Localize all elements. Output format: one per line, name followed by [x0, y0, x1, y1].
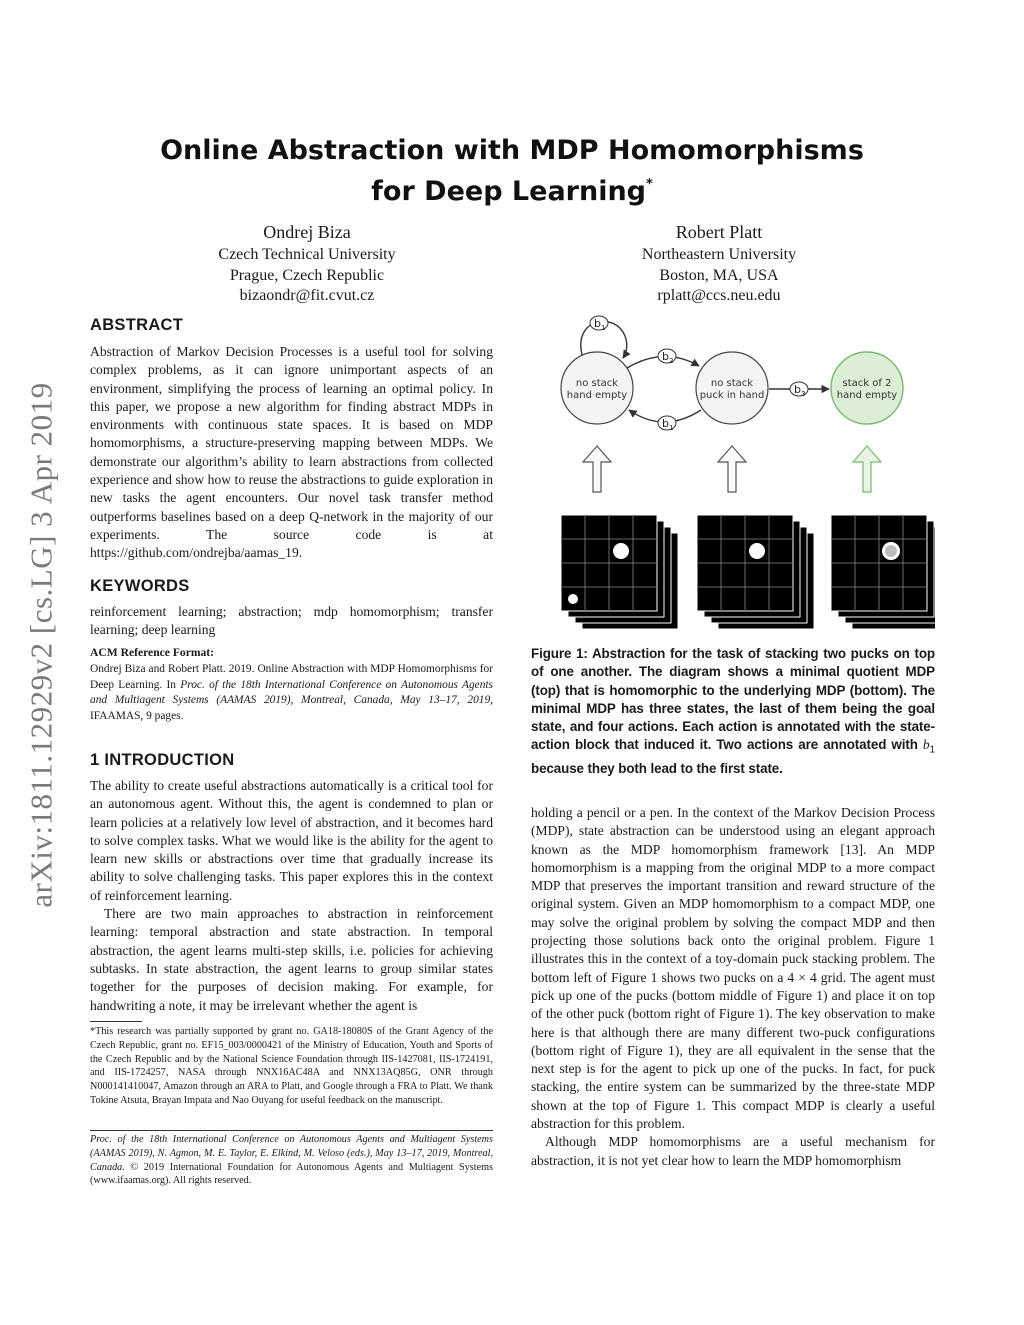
- footnote-rule: [90, 1021, 142, 1022]
- puck: [613, 543, 629, 559]
- puck: [568, 594, 578, 604]
- caption-pre: Figure 1: Abstraction for the task of stacking two pucks on top of one another. The diagram shows a minimal quotient MDP (top) that is homomorphic to the underlying MDP (bottom). The minimal MDP has three states, the last of them being the goal state, and four actions. Each action is annotated with the state-action block that induced it. Two actions are annotated with: [531, 646, 935, 753]
- up-arrow-1: [583, 446, 611, 492]
- introduction-paragraph-2: There are two main approaches to abstraction in reinforcement learning: temporal abstraction and state abstraction. In temporal abstraction, the agent learns multi-step skills, i.e. policies for achieving subtasks. In state abstraction, the agent learns to group similar states together for the purposes of decision making. For example, for handwriting a note, it may be irrelevant whether the agent is: [90, 906, 493, 1013]
- caption-math-sub: 1: [929, 745, 935, 757]
- proceedings-rule: [90, 1130, 493, 1131]
- title-line-2: [150, 168, 874, 209]
- state-1-line-1: no stack: [575, 378, 619, 389]
- arxiv-stamp: [12, 360, 72, 930]
- acm-reference-text: [90, 662, 493, 724]
- abstract-heading: ABSTRACT: [90, 316, 184, 334]
- label-b3: $b_3$: [794, 383, 806, 398]
- state-2-line-1: no stack: [710, 378, 754, 389]
- right-column-body: [531, 804, 935, 1170]
- state-3-line-1: stack of 2: [842, 378, 892, 389]
- footnote: [90, 1025, 493, 1108]
- figure-caption-text: [531, 645, 935, 779]
- keywords-text: reinforcement learning; abstraction; mdp homomorphism; transfer learning; deep learning: [90, 604, 493, 638]
- label-b1-back: $b_1$: [662, 417, 674, 432]
- right-paragraph-1: holding a pencil or a pen. In the context of the Markov Decision Process (MDP), state abstraction can be understood using an elegant approach known as the MDP homomorphism framework [13]. An MDP homomorphism is a mapping from the original MDP to a more compact MDP that preserves the important transition and reward structure of the original system. Given an MDP homomorphism to a compact MDP, one may solve the original problem by solving the compact MDP and then projecting those solutions back onto the original problem. Figure 1 illustrates this in the context of a toy-domain puck stacking problem. The bottom left of Figure 1 shows two pucks on a 4 × 4 grid. The agent must pick up one of the pucks (bottom middle of Figure 1) and place it on top of the other puck (bottom right of Figure 1). The key observation to make here is that although there are many different two-puck configurations (bottom right of Figure 1), they are all equivalent in the sense that the next step is for the agent to pick up one of the pucks. In fact, for puck stacking, the entire system can be summarized by the three-state MDP shown at the top of Figure 1. This compact MDP is clearly a useful abstraction for this problem.: [531, 805, 935, 1132]
- author-affiliation: Northeastern University: [641, 246, 797, 263]
- puck-stacked-inner: [885, 545, 897, 557]
- abstract-section: [90, 316, 493, 563]
- puck: [749, 543, 765, 559]
- author-block-1: [157, 220, 457, 307]
- label-b1-loop: $b_1$: [594, 317, 606, 332]
- state-1-line-2: hand empty: [566, 390, 628, 401]
- label-b2: $b_2$: [662, 350, 674, 365]
- proceedings-text: [90, 1133, 493, 1188]
- author-block-2: [569, 220, 869, 307]
- author-name: Robert Platt: [675, 222, 763, 242]
- keywords-heading: KEYWORDS: [90, 577, 190, 595]
- grid-stack-1: [561, 515, 678, 629]
- grid-stack-3: [831, 515, 935, 629]
- state-2-line-2: puck in hand: [699, 390, 765, 401]
- introduction-paragraph-1: The ability to create useful abstractions automatically is a critical tool for an autonomous agent. Without this, the agent is condemned to plan or learn policies at a relatively low level of abstraction, and it becomes hard to solve complex tasks. What we would like is the ability for the agent to learn new skills or abstractions over time that gradually increase its ability to solve challenging tasks. This paper explores this in the context of reinforcement learning.: [90, 778, 493, 903]
- paper-title: [150, 134, 874, 209]
- author-name: Ondrej Biza: [263, 222, 351, 242]
- author-location: Boston, MA, USA: [659, 266, 779, 284]
- caption-math-b: b: [922, 737, 930, 753]
- state-3-line-2: hand empty: [836, 390, 898, 401]
- proceedings-rest: © 2019 International Foundation for Autonomous Agents and Multiagent Systems (www.ifaamas.org). All rights reserved.: [90, 1161, 493, 1187]
- introduction-heading: 1 INTRODUCTION: [90, 751, 235, 769]
- author-email[interactable]: rplatt@ccs.neu.edu: [657, 287, 781, 304]
- up-arrow-2: [718, 446, 746, 492]
- keywords-section: [90, 577, 493, 640]
- caption-post: because they both lead to the first state.: [531, 761, 783, 777]
- author-location: Prague, Czech Republic: [229, 266, 385, 284]
- up-arrow-3: [853, 446, 881, 492]
- abstract-text: Abstraction of Markov Decision Processes is a useful tool for solving complex problems, as it can ignore unimportant aspects of an environment, simplifying the process of learning an optimal policy. In this paper, we propose a new algorithm for finding abstract MDPs in environments with continuous state spaces. It is based on MDP homomorphisms, a structure-preserving mapping between MDPs. We demonstrate our algorithm’s ability to learn abstractions from collected experience and show how to reuse the abstractions to guide exploration in new tasks the agent encounters. Our novel task transfer method outperforms baselines based on a deep Q-network in the majority of our experiments. The source code is at https://github.com/ondrejba/aamas_19.: [90, 344, 493, 561]
- figure-1: [531, 310, 935, 640]
- proceedings-italic: Proc. of the 18th International Conference on Autonomous Agents and Multiagent Systems (AAMAS 2019), N. Agmon, M. E. Taylor, E. Elkind, M. Veloso (eds.), May 13–17, 2019, Montreal, Canada.: [90, 1134, 493, 1173]
- footnote-text: *This research was partially supported by grant no. GA18-18080S of the Grant Agency of the Czech Republic, grant no. EF15_003/0000421 of the Ministry of Education, Youth and Sports of the Czech Republic and by the National Science Foundation through IIS-1427081, IIS-1724191, and IIS-1724257, NASA through NNX16AC48A and NNX13AQ85G, ONR through N000141410047, Amazon through an ARA to Platt, and Google through a FRA to Platt. We thank Tokine Atsuta, Brayan Impata and Nao Ouyang for useful feedback on the manuscript.: [90, 1026, 493, 1106]
- title-line-2-text: for Deep Learning: [371, 176, 647, 207]
- acm-reference-label: ACM Reference Format:: [90, 646, 215, 659]
- arxiv-stamp-text: arXiv:1811.12929v2 [cs.LG] 3 Apr 2019: [24, 382, 59, 908]
- right-paragraph-2: Although MDP homomorphisms are a useful mechanism for abstraction, it is not yet clear how to learn the MDP homomorphism: [531, 1134, 935, 1168]
- figure-caption: [531, 645, 935, 779]
- introduction-section: [90, 751, 493, 1015]
- figure-1-svg: [531, 310, 935, 640]
- acm-reference-pre: Ondrej Biza and Robert Platt. 2019. Online Abstraction with MDP Homomorphisms for Deep Learning. In: [90, 663, 493, 691]
- title-footnote-mark: *: [646, 177, 653, 192]
- acm-reference-venue: Proc. of the 18th International Conference on Autonomous Agents and Multiagent Systems (AAMAS 2019), Montreal, Canada, May 13–17, 2019,: [90, 678, 493, 707]
- proceedings-note: [90, 1133, 493, 1188]
- grid-stack-2: [697, 515, 814, 629]
- author-email[interactable]: bizaondr@fit.cvut.cz: [239, 287, 375, 304]
- acm-reference-section: [90, 645, 493, 724]
- acm-reference-post: IFAAMAS, 9 pages.: [90, 709, 184, 722]
- title-line-1: Online Abstraction with MDP Homomorphisms: [160, 135, 864, 166]
- author-affiliation: Czech Technical University: [218, 246, 396, 263]
